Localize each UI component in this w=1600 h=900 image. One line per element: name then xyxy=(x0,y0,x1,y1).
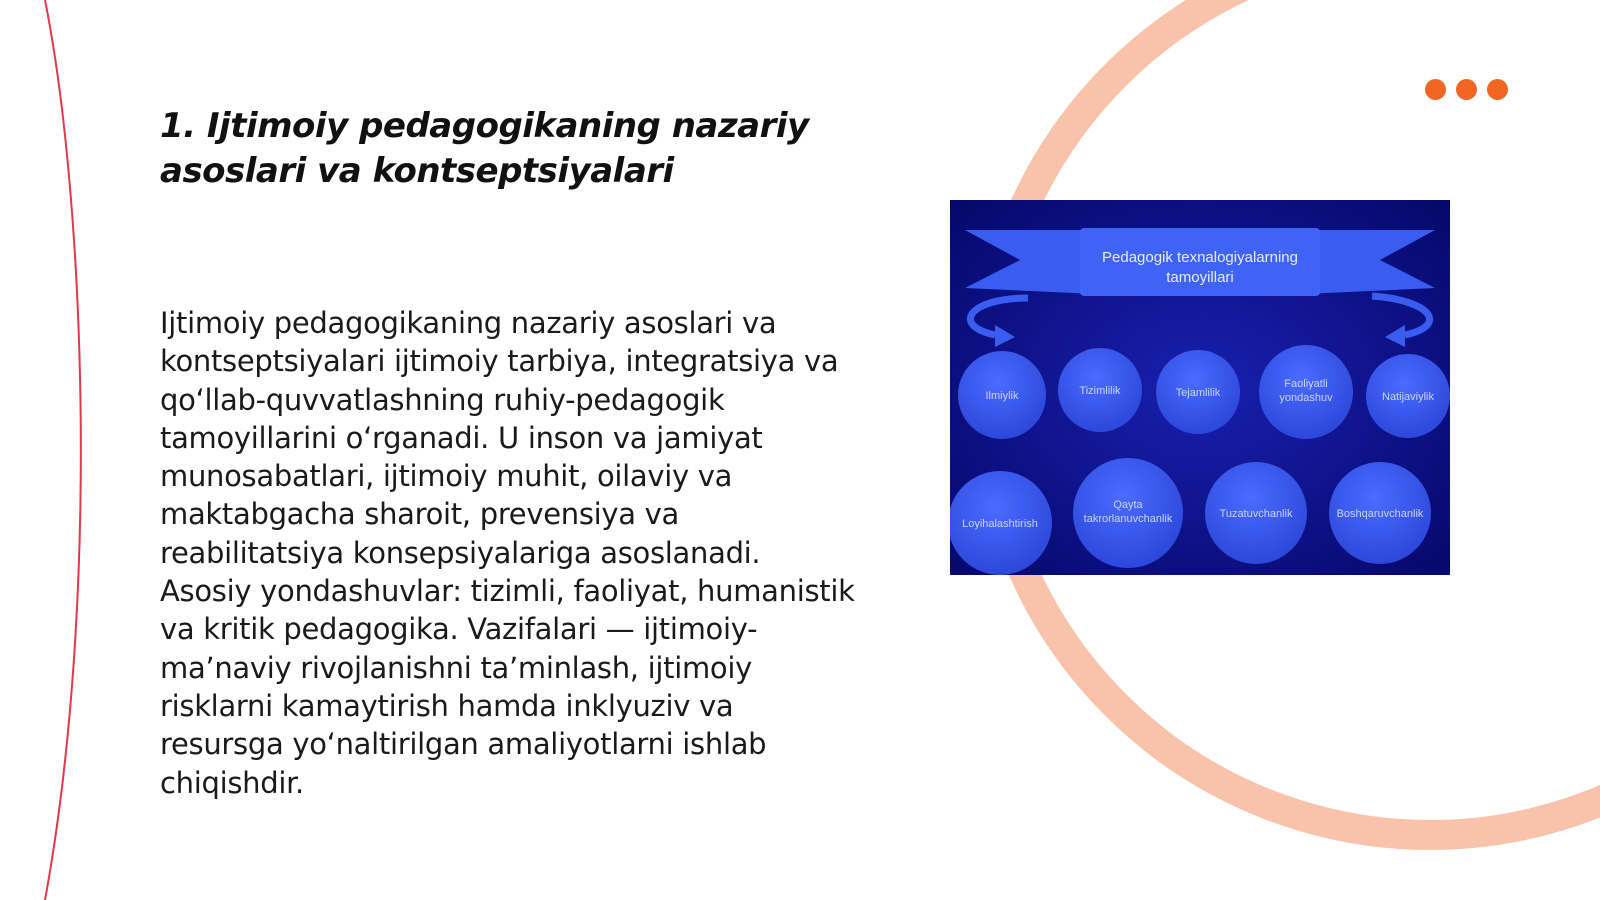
principle-circle xyxy=(1366,354,1450,438)
banner-title-line2: tamoyillari xyxy=(1166,269,1234,286)
dot xyxy=(1456,79,1477,100)
dot xyxy=(1425,79,1446,100)
principle-circle xyxy=(1073,458,1183,568)
svg-text:Tizimlilik: Tizimlilik xyxy=(1079,385,1121,397)
svg-text:takrorlanuvchanlik: takrorlanuvchanlik xyxy=(1083,513,1173,525)
principle-circle xyxy=(1058,348,1142,432)
svg-text:Qayta: Qayta xyxy=(1113,499,1143,511)
banner-ribbon xyxy=(965,228,1435,296)
svg-text:Faoliyatli: Faoliyatli xyxy=(1284,378,1328,390)
slide-body-text: Ijtimoiy pedagogikaning nazariy asoslari va kontseptsiyalari ijtimoiy tarbiya, integratsiya va qoʻllab-quvvatlashning ruhiy-pedagogik tamoyillarini oʻrganadi. U inson va jamiyat munosabatlari, ijtimoiy muhit, oilaviy va maktabgacha sharoit, prevensiya va reabilitatsiya konsepsiyalariga asoslanadi. Asosiy yondashuvlar: tizimli, faoliyat, humanistik va kritik pedagogika. Vazifalari — ijtimoiy-maʼnaviy rivojlanishni taʼminlash, ijtimoiy risklarni kamaytirish hamda inklyuziv va resursga yoʻnaltirilgan amaliyotlarni ishlab chiqishdir. xyxy=(160,306,855,800)
dot xyxy=(1487,79,1508,100)
svg-text:Loyihalashtirish: Loyihalashtirish xyxy=(962,518,1038,530)
principle-circle xyxy=(958,351,1046,439)
svg-text:Natijaviylik: Natijaviylik xyxy=(1382,391,1434,403)
decorative-dots xyxy=(1425,79,1508,100)
svg-text:Boshqaruvchanlik: Boshqaruvchanlik xyxy=(1336,508,1424,520)
principle-circle xyxy=(1205,462,1307,564)
svg-text:Ilmiylik: Ilmiylik xyxy=(985,390,1019,402)
diagram-svg xyxy=(950,200,1450,575)
left-curve-line xyxy=(45,0,81,900)
svg-text:Tuzatuvchanlik: Tuzatuvchanlik xyxy=(1219,508,1293,520)
principle-circle xyxy=(1259,345,1353,439)
principle-circle xyxy=(1329,462,1431,564)
principle-circle xyxy=(1156,350,1240,434)
svg-text:yondashuv: yondashuv xyxy=(1279,392,1333,404)
banner-title-line1: Pedagogik texnalogiyalarning xyxy=(1102,249,1298,266)
principles-diagram xyxy=(950,200,1450,575)
slide-title: 1. Ijtimoiy pedagogikaning nazariy asoslari va kontseptsiyalari xyxy=(160,106,809,191)
principle-circle xyxy=(950,471,1052,575)
svg-text:Tejamlilik: Tejamlilik xyxy=(1175,387,1221,399)
